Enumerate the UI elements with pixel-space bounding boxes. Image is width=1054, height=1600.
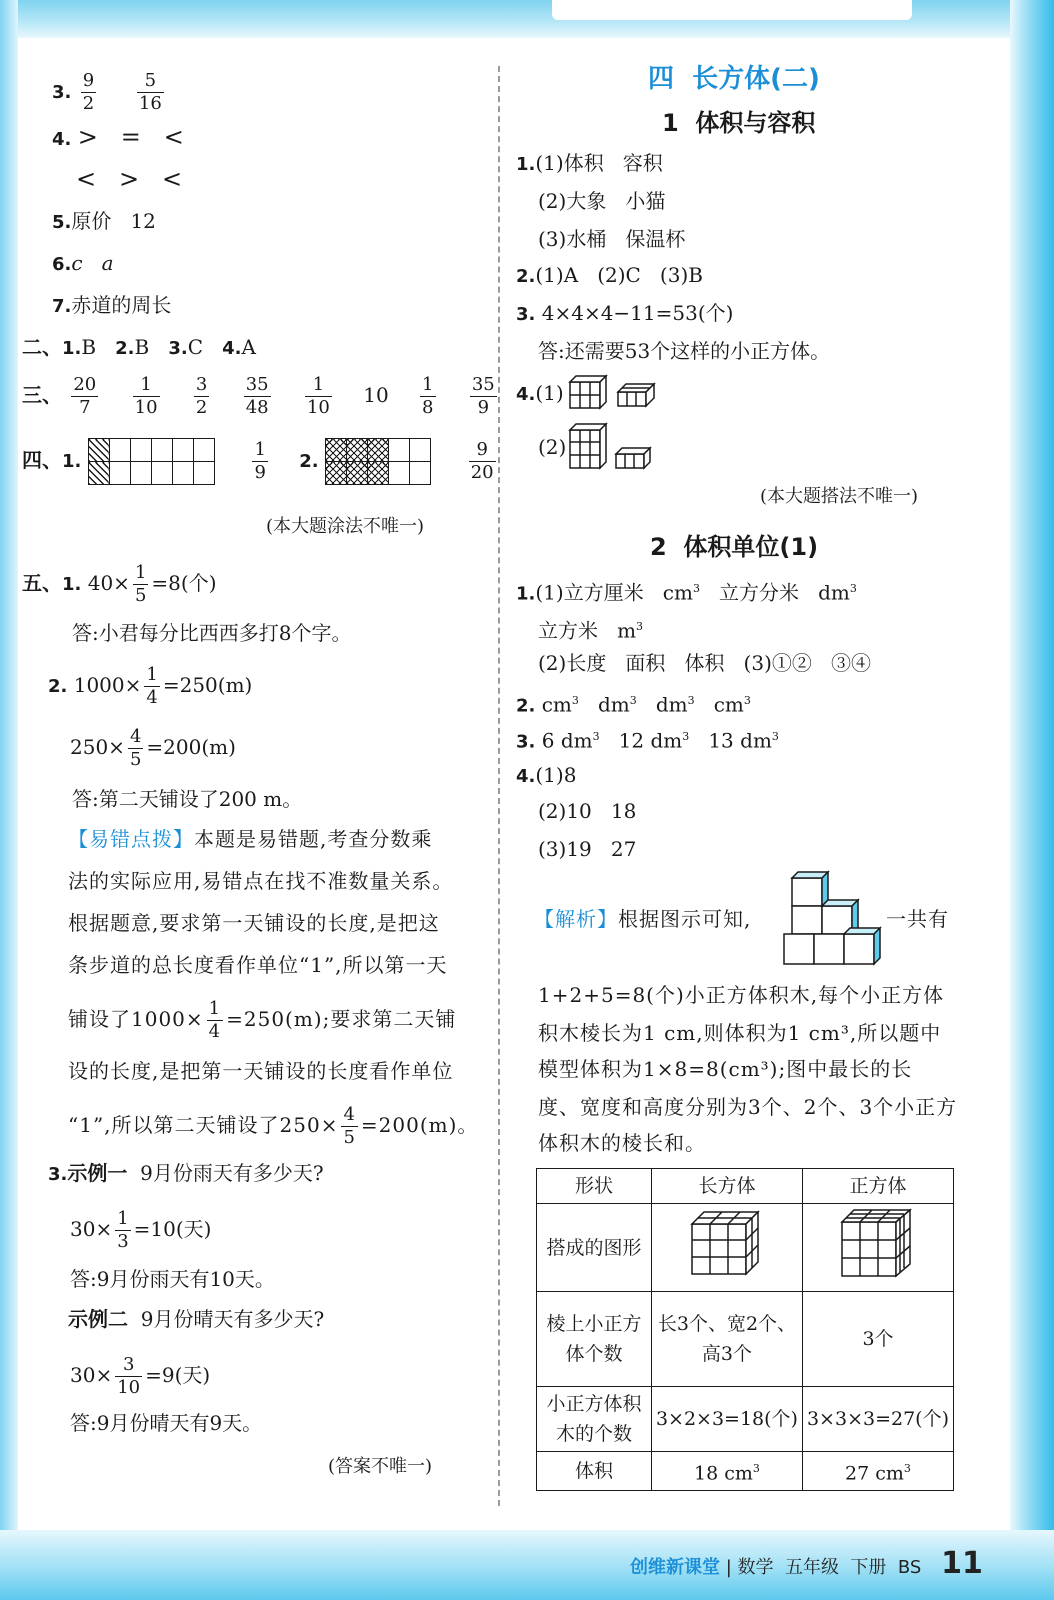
s1-q1c: (3)水桶 保温杯 xyxy=(538,227,686,251)
answer-q4-row1: 4. > = < xyxy=(52,123,184,151)
tip-line-7: “1”,所以第二天铺设了250× $\frac{4}{5}$ =200(m)。 xyxy=(68,1104,479,1148)
answer-table xyxy=(536,1168,954,1491)
explanation-line-1: 【解析】根据图示可知, xyxy=(534,907,752,931)
table-cell: 棱上小正方体个数 xyxy=(537,1292,652,1387)
top-tab xyxy=(552,0,912,20)
table-cell: 27 $cm^3$ xyxy=(802,1452,953,1491)
table-row xyxy=(537,1292,954,1387)
note-s1-q4: (本大题搭法不唯一) xyxy=(760,486,919,507)
table-row xyxy=(537,1387,954,1452)
section-1-title: 1 体积与容积 xyxy=(662,109,816,137)
tip-line-3: 根据题意,要求第一天铺设的长度,是把这 xyxy=(68,911,440,935)
answer-part5-q3-ans2: 答:9月份晴天有9天。 xyxy=(70,1411,263,1435)
answer-q5: 5.原价 12 xyxy=(52,209,156,233)
explanation-line-3: 积木棱长为1 cm,则体积为1 cm³,所以题中 xyxy=(538,1021,942,1045)
answer-part5-q2-eq1: 2. 1000× $\frac{1}{4}$ =250(m) xyxy=(48,664,253,708)
answer-part5-q1: 五、1. 40× $\frac{1}{5}$ =8(个) xyxy=(22,562,217,606)
cuboid-figure xyxy=(688,1208,766,1278)
footer: 创维新课堂 | 数学 五年级 下册 BS 11 xyxy=(630,1546,983,1581)
explanation-line-1b: 一共有 xyxy=(886,907,949,931)
table-cell: 体积 xyxy=(537,1452,652,1491)
cube-figure xyxy=(838,1206,918,1280)
table-cell: 3个 xyxy=(802,1292,953,1387)
answer-part5-q2-eq2: 250× $\frac{4}{5}$ =200(m) xyxy=(70,726,236,770)
tip-line-2: 法的实际应用,易错点在找不准数量关系。 xyxy=(68,869,454,893)
answer-q6: 6.c a xyxy=(52,251,114,275)
cuboid-figure-cell xyxy=(651,1204,802,1292)
answer-q4-row2: < > < xyxy=(76,165,183,193)
section-2-title: 2 体积单位(1) xyxy=(650,533,819,561)
s2-q1b: 立方米 $m^3$ xyxy=(538,618,644,643)
s1-q4a: 4.(1) xyxy=(516,381,564,405)
answer-part3: 三、 $\frac{20}{7}$ $\frac{1}{10}$ $\frac{3}{2}$ $\frac{35}{48}$ $\frac{1}{10}$ 10 $\frac{1}{8}$ $\frac{35}{9}$ xyxy=(22,374,495,418)
table-header-cell: 形状 xyxy=(537,1169,652,1204)
table-header-cell: 长方体 xyxy=(651,1169,802,1204)
s2-q4b: (2)10 18 xyxy=(538,799,637,823)
right-border xyxy=(1010,0,1054,1600)
table-cell: 3×3×3=27(个) xyxy=(802,1387,953,1452)
cube-figure-cell xyxy=(802,1204,953,1292)
page-number: 11 xyxy=(941,1546,983,1581)
s2-q4a: 4.(1)8 xyxy=(516,763,577,787)
note-part4: (本大题涂法不唯一) xyxy=(266,516,425,537)
note-part5: (答案不唯一) xyxy=(328,1456,433,1477)
s1-q2: 2.(1)A (2)C (3)B xyxy=(516,263,703,287)
s1-q3: 3. 4×4×4−11=53(个) xyxy=(516,301,734,325)
answer-part5-q1-ans: 答:小君每分比西西多打8个字。 xyxy=(72,621,352,645)
stacked-cubes-figure xyxy=(778,868,888,972)
s2-q2: 2. $cm^3$ $dm^3$ $dm^3$ $cm^3$ xyxy=(516,692,751,717)
table-cell: 18 $cm^3$ xyxy=(651,1452,802,1491)
answer-q3: 3. $\frac{9}{2}$ $\frac{5}{16}$ xyxy=(52,70,162,114)
tip-line-5: 铺设了1000× $\frac{1}{4}$ =250(m);要求第二天铺 xyxy=(68,998,457,1042)
answer-q7: 7.赤道的周长 xyxy=(52,293,172,317)
s1-q1a: 1.(1)体积 容积 xyxy=(516,151,663,175)
table-row xyxy=(537,1452,954,1491)
tip-line-4: 条步道的总长度看作单位“1”,所以第一天 xyxy=(68,953,448,977)
answer-part5-q3-ex1: 3.示例一 9月份雨天有多少天? xyxy=(48,1161,324,1185)
answer-part5-q3-ex2: 示例二 9月份晴天有多少天? xyxy=(68,1307,325,1331)
answer-part5-q3-eq2: 30× $\frac{3}{10}$ =9(天) xyxy=(70,1354,211,1398)
answer-part4: 四、1. $\frac{1}{9}$ 2. $\frac{9}{20}$ xyxy=(22,439,494,483)
s2-q4c: (3)19 27 xyxy=(538,837,637,861)
s1-q3-ans: 答:还需要53个这样的小正方体。 xyxy=(538,339,831,363)
s2-q3: 3. 6 $dm^3$ 12 $dm^3$ 13 $dm^3$ xyxy=(516,728,779,753)
answer-part2: 二、1.B 2.B 3.C 4.A xyxy=(22,335,256,359)
table-cell: 小正方体积木的个数 xyxy=(537,1387,652,1452)
cube-figure-1 xyxy=(566,372,666,412)
s1-q4b: (2) xyxy=(538,435,567,459)
left-border xyxy=(0,0,18,1600)
table-header-cell: 正方体 xyxy=(802,1169,953,1204)
table-row xyxy=(537,1204,954,1292)
explanation-line-2: 1+2+5=8(个)小正方体积木,每个小正方体 xyxy=(538,983,945,1007)
s2-q1c: (2)长度 面积 体积 (3)①② ③④ xyxy=(538,651,871,675)
s2-q1a: 1.(1)立方厘米 $cm^3$ 立方分米 $dm^3$ xyxy=(516,580,857,605)
table-cell: 长3个、宽2个、高3个 xyxy=(651,1292,802,1387)
column-divider xyxy=(498,66,500,1506)
tip-line-1: 【易错点拨】本题是易错题,考查分数乘 xyxy=(68,827,433,851)
shaded-grid-1 xyxy=(88,438,215,485)
tip-line-6: 设的长度,是把第一天铺设的长度看作单位 xyxy=(68,1059,454,1083)
unit-title: 四 长方体(二) xyxy=(648,64,820,94)
s1-q1b: (2)大象 小猫 xyxy=(538,189,666,213)
table-cell: 搭成的图形 xyxy=(537,1204,652,1292)
answer-part5-q3-ans1: 答:9月份雨天有10天。 xyxy=(70,1267,275,1291)
table-header-row xyxy=(537,1169,954,1204)
answer-part5-q2-ans: 答:第二天铺设了200 m。 xyxy=(72,787,303,811)
shaded-grid-2 xyxy=(325,438,431,485)
explanation-line-6: 体积木的棱长和。 xyxy=(538,1131,706,1155)
cube-figure-2 xyxy=(566,420,666,472)
explanation-line-4: 模型体积为1×8=8(cm³);图中最长的长 xyxy=(538,1057,913,1081)
explanation-line-5: 度、宽度和高度分别为3个、2个、3个小正方 xyxy=(538,1095,958,1119)
answer-part5-q3-eq1: 30× $\frac{1}{3}$ =10(天) xyxy=(70,1208,212,1252)
table-cell: 3×2×3=18(个) xyxy=(651,1387,802,1452)
